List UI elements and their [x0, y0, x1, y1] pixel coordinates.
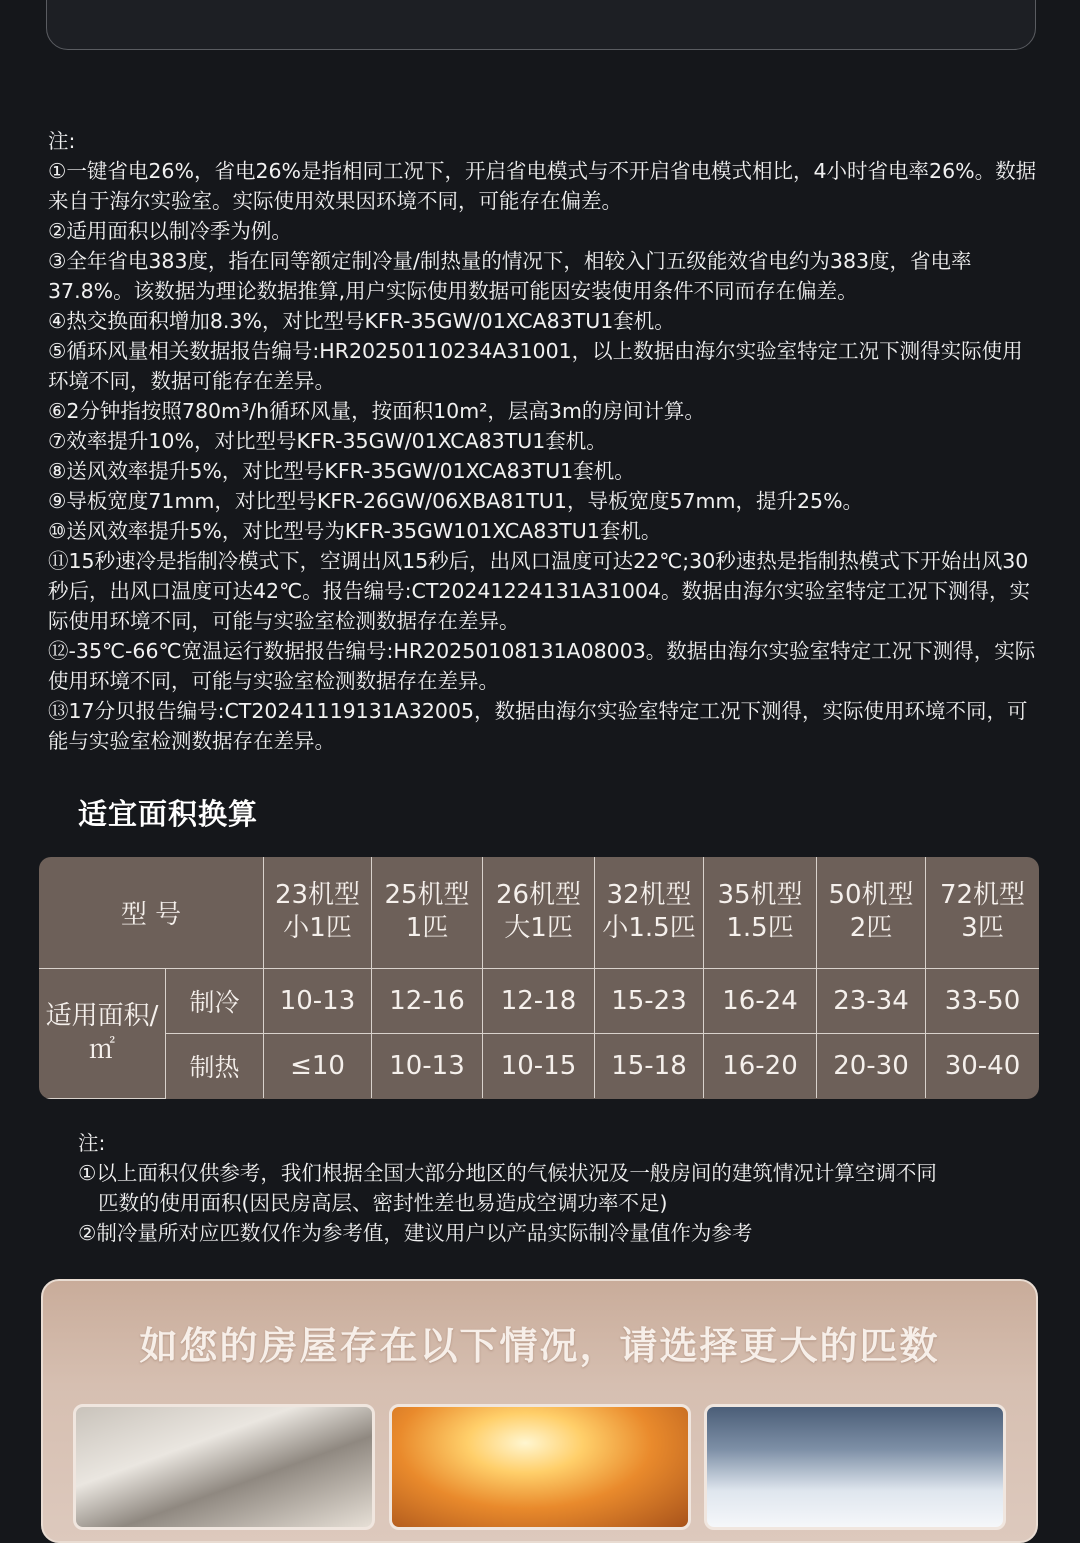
cool-value: 33-50 [926, 968, 1040, 1033]
note-item: ④热交换面积增加8.3%，对比型号KFR-35GW/01XCA83TU1套机。 [48, 309, 675, 333]
heat-value: ≤10 [264, 1033, 372, 1098]
heat-value: 10-13 [372, 1033, 483, 1098]
heat-value: 20-30 [817, 1033, 926, 1098]
model-header: 50机型 2匹 [817, 857, 926, 968]
note-item: ③全年省电383度，指在同等额定制冷量/制热量的情况下，相较入门五级能效省电约为383度，省电率37.8%。该数据为理论数据推算,用户实际使用数据可能因安装使用条件不同而存在偏差。 [48, 249, 972, 303]
note-item: ⑨导板宽度71mm，对比型号KFR-26GW/06XBA81TU1，导板宽度57mm，提升25%。 [48, 489, 864, 513]
note-item: ②适用面积以制冷季为例。 [48, 219, 292, 243]
model-header: 23机型 小1匹 [264, 857, 372, 968]
heat-value: 15-18 [595, 1033, 704, 1098]
table-row-cool [39, 968, 1039, 1033]
notes2-block [78, 1128, 1038, 1248]
cool-value: 23-34 [817, 968, 926, 1033]
model-header: 26机型 大1匹 [483, 857, 595, 968]
note-item: ⑪15秒速冷是指制冷模式下，空调出风15秒后，出风口温度可达22℃;30秒速热是指制热模式下开始出风30秒后，出风口温度可达42℃。报告编号:CT20241224131A31004。数据由海尔实验室特定工况下测得，实际使用环境不同，可能与实验室检测数据存在差异。 [48, 549, 1031, 633]
cool-value: 16-24 [704, 968, 817, 1033]
note-item: ⑧送风效率提升5%，对比型号KFR-35GW/01XCA83TU1套机。 [48, 459, 635, 483]
heat-value: 16-20 [704, 1033, 817, 1098]
notes2-label: 注: [78, 1131, 106, 1155]
note-item: ①一键省电26%，省电26%是指相同工况下，开启省电模式与不开启省电模式相比，4小时省电率26%。数据来自于海尔实验室。实际使用效果因环境不同，可能存在偏差。 [48, 159, 1037, 213]
heat-value: 30-40 [926, 1033, 1040, 1098]
room-image [73, 1404, 375, 1530]
area-header-cell: 适用面积/㎡ [39, 968, 166, 1098]
notes-label: 注: [48, 129, 76, 153]
cool-value: 10-13 [264, 968, 372, 1033]
model-header: 35机型 1.5匹 [704, 857, 817, 968]
note-item: ⑫-35℃-66℃宽温运行数据报告编号:HR20250108131A08003。数据由海尔实验室特定工况下测得，实际使用环境不同，可能与实验室检测数据存在差异。 [48, 639, 1036, 693]
cool-value: 12-18 [483, 968, 595, 1033]
note2-item: ①以上面积仅供参考，我们根据全国大部分地区的气候状况及一般房间的建筑情况计算空调不同 [78, 1161, 937, 1185]
heat-label: 制热 [166, 1033, 264, 1098]
model-header-cell: 型 号 [39, 857, 264, 968]
note-item: ⑬17分贝报告编号:CT20241119131A32005，数据由海尔实验室特定工况下测得，实际使用环境不同，可能与实验室检测数据存在差异。 [48, 699, 1028, 753]
cool-value: 15-23 [595, 968, 704, 1033]
banner-title: 如您的房屋存在以下情况，请选择更大的匹数 [139, 1324, 940, 1368]
note-item: ⑥2分钟指按照780m³/h循环风量，按面积10m²，层高3m的房间计算。 [48, 399, 705, 423]
model-header: 25机型 1匹 [372, 857, 483, 968]
cool-value: 12-16 [372, 968, 483, 1033]
snow-image [704, 1404, 1006, 1530]
note2-item: ②制冷量所对应匹数仅作为参考值，建议用户以产品实际制冷量值作为参考 [78, 1221, 753, 1245]
table-row-heat [39, 1033, 1039, 1098]
top-card [46, 0, 1036, 50]
model-header: 32机型 小1.5匹 [595, 857, 704, 968]
cool-label: 制冷 [166, 968, 264, 1033]
model-header: 72机型 3匹 [926, 857, 1040, 968]
sun-image [389, 1404, 691, 1530]
notes-block [48, 126, 1038, 756]
note2-item-continued: 匹数的使用面积(因民房高层、密封性差也易造成空调功率不足) [98, 1191, 668, 1215]
note-item: ⑤循环风量相关数据报告编号:HR20250110234A31001，以上数据由海尔实验室特定工况下测得实际使用环境不同，数据可能存在差异。 [48, 339, 1023, 393]
heat-value: 10-15 [483, 1033, 595, 1098]
table-header-row [39, 857, 1039, 968]
note-item: ⑦效率提升10%，对比型号KFR-35GW/01XCA83TU1套机。 [48, 429, 607, 453]
area-table [39, 857, 1039, 1099]
note-item: ⑩送风效率提升5%，对比型号为KFR-35GW101XCA83TU1套机。 [48, 519, 662, 543]
section-title: 适宜面积换算 [78, 797, 259, 831]
